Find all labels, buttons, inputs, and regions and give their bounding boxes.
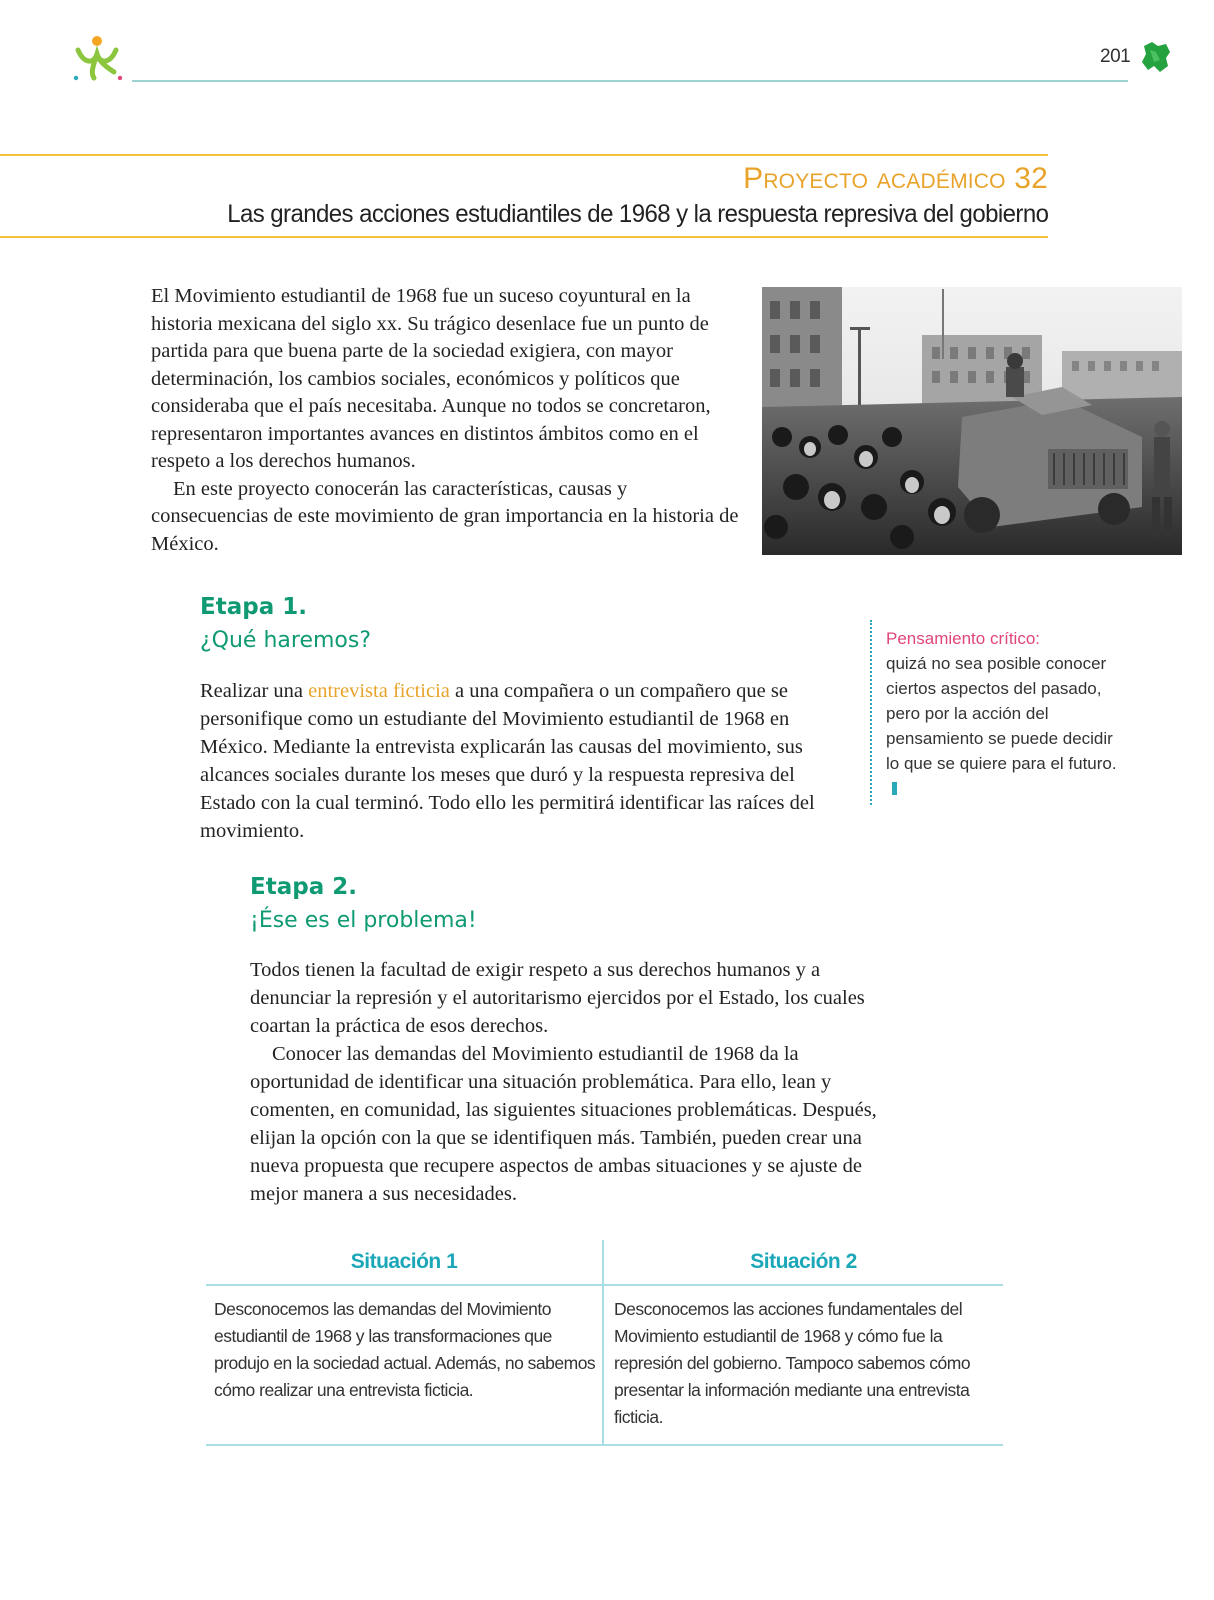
etapa2-body xyxy=(250,956,900,1208)
etapa2-title: ¡Ése es el problema! xyxy=(250,908,477,933)
situation-2-text: Desconocemos las acciones fundamentales del Movimiento estudiantil de 1968 y cómo fue la represión del gobierno. Tampoco sabemos cómo presentar la información mediante una entrevista ficticia. xyxy=(614,1299,971,1427)
project-title: Las grandes acciones estudiantiles de 1968 y la respuesta represiva del gobierno xyxy=(226,200,1048,228)
page-number: 201 xyxy=(1100,46,1131,67)
situation-1-header: Situación 1 xyxy=(350,1250,458,1273)
note-title: Pensamiento crítico: xyxy=(886,629,1041,648)
title-rule-top xyxy=(0,154,1048,156)
etapa1-title: ¿Qué haremos? xyxy=(200,628,372,653)
map-region-icon xyxy=(1140,40,1172,74)
historical-photo xyxy=(762,287,1182,555)
note-text: quizá no sea posible conocer ciertos aspectos del pasado, pero por la acción del pensamiento se puede decidir lo que se quiere para el futuro. xyxy=(886,654,1117,773)
etapa2-paragraph: Conocer las demandas del Movimiento estudiantil de 1968 da la oportunidad de identificar una situación problemática. Para ello, lean y comenten, en comunidad, las siguientes situaciones problemáticas. Después, elijan la opción con la que se identifiquen más. También, pueden crear una nueva propuesta que recupere aspectos de ambas situaciones y se ajuste de mejor manera a sus necesidades. xyxy=(250,1043,877,1205)
situation-2-header: Situación 2 xyxy=(750,1250,857,1273)
header-rule xyxy=(206,1284,1003,1286)
intro-paragraph: El Movimiento estudiantil de 1968 fue un suceso coyuntural en la historia mexicana del siglo xx. Su trágico desenlace fue un punto de partida para que buena parte de la sociedad exigiera, con mayor determinación, los cambios sociales, económicos y políticos que consideraba que el país necesitaba. Aunque no todos se concretaron, representaron importantes avances en distintos ámbitos como en el respeto a los derechos humanos. xyxy=(151,285,711,472)
etapa1-number: Etapa 1. xyxy=(200,594,307,620)
etapa1-body: Realizar una entrevista ficticia a una compañera o un compañero que se personifique como un estudiante del Movimiento estudiantil de 1968 en México. Mediante la entrevista explicarán las causas del movimiento, sus alcances sociales durante los meses que duró y la respuesta represiva del Estado con la cual terminó. Todo ello les permitirá identificar las raíces del movimiento. xyxy=(200,680,815,842)
intro-paragraph: En este proyecto conocerán las características, causas y consecuencias de este movimiento de gran importancia en la historia de México. xyxy=(151,477,739,555)
highlight-term: entrevista ficticia xyxy=(308,680,450,702)
intro-text xyxy=(151,283,741,558)
header-rule xyxy=(132,80,1128,82)
etapa2-paragraph: Todos tienen la facultad de exigir respeto a sus derechos humanos y a denunciar la represión y el autoritarismo ejercidos por el Estado, los cuales coartan la práctica de esos derechos. xyxy=(250,959,865,1037)
footer-rule xyxy=(206,1444,1003,1446)
situations-table xyxy=(206,1240,1003,1446)
etapa2-number: Etapa 2. xyxy=(250,874,357,900)
publisher-logo-icon xyxy=(70,34,126,84)
critical-thinking-note xyxy=(870,620,1126,805)
end-mark-icon xyxy=(892,782,897,795)
situation-1-text: Desconocemos las demandas del Movimiento estudiantil de 1968 y las transformaciones que produjo en la sociedad actual. Además, no sabemos cómo realizar una entrevista ficticia. xyxy=(214,1299,596,1400)
title-rule-bottom xyxy=(0,236,1048,238)
project-label: Proyecto académico 32 xyxy=(743,162,1048,195)
